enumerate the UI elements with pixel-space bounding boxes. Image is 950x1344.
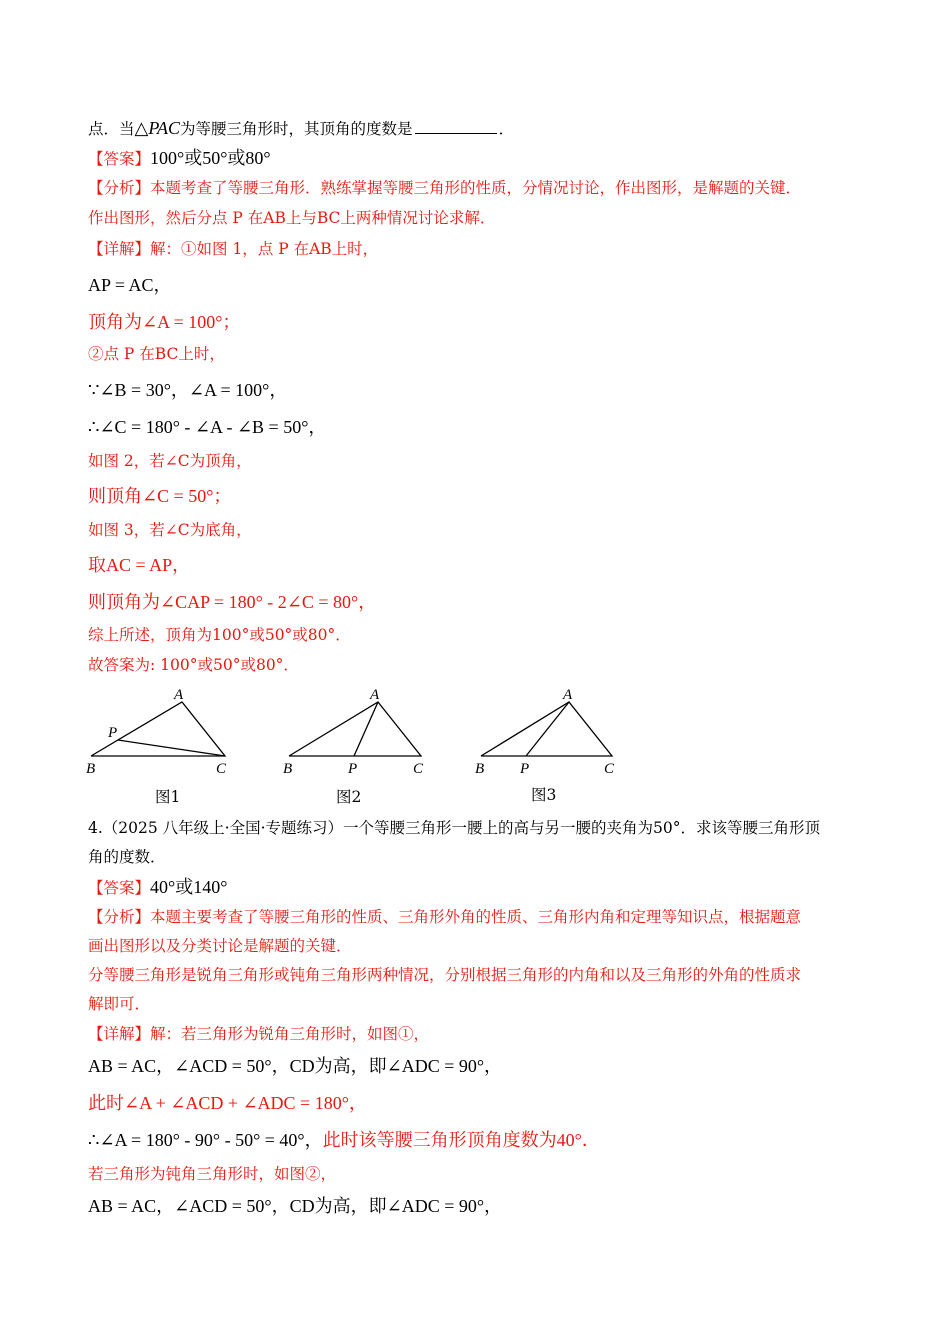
q4-stem-line-2: 角的度数． bbox=[88, 848, 166, 866]
q4-analysis-line-1: 【分析】本题主要考查了等腰三角形的性质、三角形外角的性质、三角形内角和定理等知识点，根据题意 bbox=[88, 908, 802, 926]
fig1-label-p: P bbox=[108, 725, 118, 741]
q3-step-4: ∵∠B = 30°，∠A = 100°， bbox=[88, 380, 288, 400]
fig3-caption: 图3 bbox=[531, 786, 557, 804]
q3-detail-line: 【详解】解：①如图 1，点 P 在AB上时， bbox=[88, 240, 379, 258]
q3-analysis-line-2: 作出图形，然后分点 P 在AB上与BC上两种情况讨论求解． bbox=[88, 209, 496, 227]
fig1-caption: 图1 bbox=[155, 788, 181, 806]
q3-step-10: 则顶角为∠CAP = 180° - 2∠C = 80°， bbox=[88, 592, 377, 612]
fig2-label-c: C bbox=[413, 761, 424, 777]
fig2-caption: 图2 bbox=[336, 788, 362, 806]
q3-step-2: 顶角为∠A = 100°； bbox=[88, 312, 241, 332]
fig1-label-b: B bbox=[86, 761, 96, 777]
q4-analysis-line-3: 分等腰三角形是锐角三角形或钝角三角形两种情况，分别根据三角形的内角和以及三角形的外角的性质求 bbox=[88, 966, 802, 984]
fig2-label-p: P bbox=[348, 761, 358, 777]
answer-blank bbox=[415, 119, 497, 134]
fig3-triangle bbox=[481, 702, 612, 756]
fig3-label-b: B bbox=[475, 761, 485, 777]
q3-analysis-line-1: 【分析】本题考查了等腰三角形．熟练掌握等腰三角形的性质，分情况讨论，作出图形，是解题的关键． bbox=[88, 179, 802, 197]
q3-step-5: ∴∠C = 180° - ∠A - ∠B = 50°， bbox=[88, 417, 327, 437]
q3-step-1: AP = AC， bbox=[88, 275, 172, 295]
q3-figures bbox=[80, 682, 640, 812]
q3-step-9: 取AC = AP， bbox=[88, 555, 191, 575]
q3-step-6: 如图 2，若∠C为顶角， bbox=[88, 452, 252, 470]
q4-analysis-line-2: 画出图形以及分类讨论是解题的关键． bbox=[88, 937, 352, 955]
fig2-label-a: A bbox=[370, 687, 380, 703]
q3-answer-line: 【答案】100°或50°或80° bbox=[88, 148, 271, 168]
q4-detail-line: 【详解】解：若三角形为锐角三角形时，如图①， bbox=[88, 1025, 430, 1043]
q4-analysis-line-4: 解即可． bbox=[88, 995, 151, 1013]
q4-step-4: 若三角形为钝角三角形时，如图②， bbox=[88, 1165, 337, 1183]
fig1-label-a: A bbox=[174, 687, 184, 703]
fig3-label-p: P bbox=[520, 761, 530, 777]
q3-step-11: 综上所述，顶角为100°或50°或80°． bbox=[88, 626, 351, 644]
q3-step-8: 如图 3，若∠C为底角， bbox=[88, 521, 252, 539]
q3-step-3: ②点 P 在BC上时， bbox=[88, 345, 225, 363]
q4-step-5: AB = AC，∠ACD = 50°，CD为高，即∠ADC = 90°， bbox=[88, 1196, 503, 1216]
fig3-label-c: C bbox=[604, 761, 615, 777]
fig1-label-c: C bbox=[216, 761, 227, 777]
fig2-label-b: B bbox=[283, 761, 293, 777]
q3-stem-tail: 点．当△PAC为等腰三角形时，其顶角的度数是 ． bbox=[88, 118, 515, 138]
q3-step-12: 故答案为: 100°或50°或80°． bbox=[88, 656, 299, 674]
fig3-label-a: A bbox=[563, 687, 573, 703]
fig1-segment-pc bbox=[118, 740, 225, 756]
q3-step-7: 则顶角∠C = 50°； bbox=[88, 486, 232, 506]
q4-answer-line: 【答案】40°或140° bbox=[88, 877, 228, 897]
fig3-segment-ap bbox=[526, 702, 569, 756]
q4-step-2: 此时∠A + ∠ACD + ∠ADC = 180°， bbox=[88, 1093, 367, 1113]
q4-step-3: ∴∠A = 180° - 90° - 50° = 40°，此时该等腰三角形顶角度数为40°． bbox=[88, 1130, 600, 1150]
fig2-triangle bbox=[289, 702, 421, 756]
fig2-segment-ap bbox=[354, 702, 378, 756]
q4-step-1: AB = AC，∠ACD = 50°，CD为高，即∠ADC = 90°， bbox=[88, 1056, 503, 1076]
q4-stem-line-1: 4.（2025 八年级上·全国·专题练习）一个等腰三角形一腰上的高与另一腰的夹角为50°．求该等腰三角形顶 bbox=[88, 819, 820, 837]
